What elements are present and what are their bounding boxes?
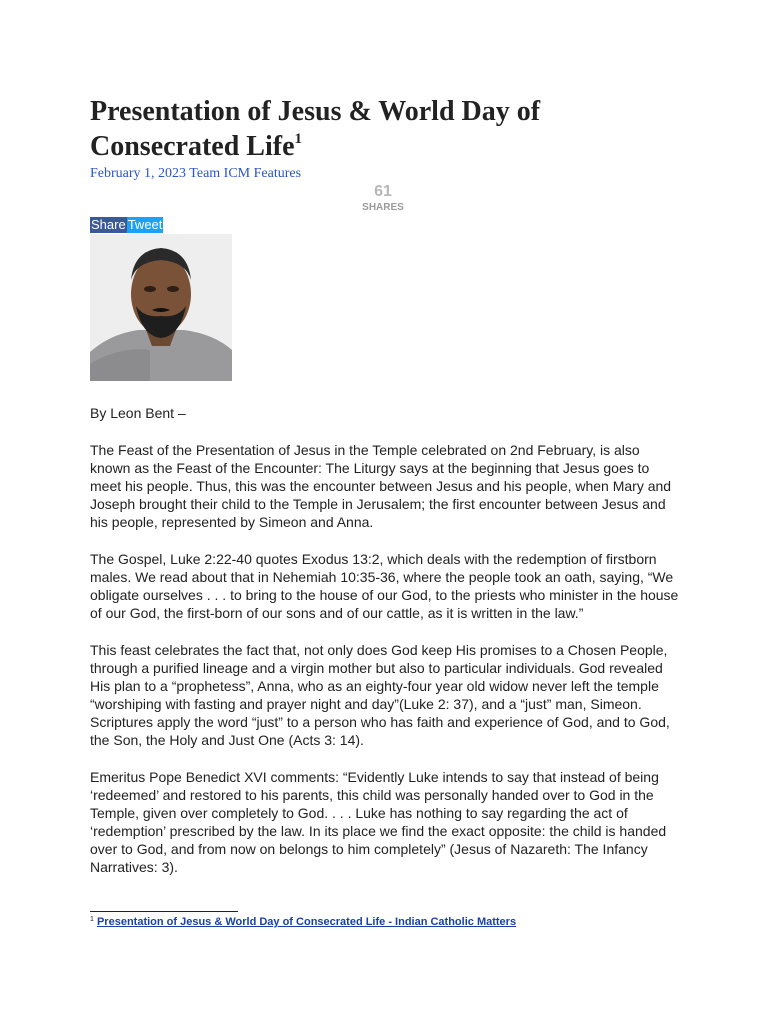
author-photo (90, 234, 232, 381)
share-button[interactable]: Share (91, 217, 126, 232)
byline: By Leon Bent – (90, 405, 186, 421)
article-title-text: Presentation of Jesus & World Day of Consecrated Life (90, 96, 541, 162)
title-footnote-mark[interactable]: 1 (294, 131, 303, 147)
footnote-mark: 1 (90, 916, 94, 923)
article-meta[interactable]: February 1, 2023 Team ICM Features (90, 166, 302, 181)
article-paragraph: The Gospel, Luke 2:22-40 quotes Exodus 13:2, which deals with the redemption of firstborn males. We read about that in Nehemiah 10:35-36, where the people took an oath, saying, “We obligate ourselves . . . to bring to the house of our God, to the priests who minister in the house of our God, the first-born of our sons and of our cattle, as it is written in the law.” (90, 551, 679, 621)
share-count-label: SHARES (362, 202, 404, 213)
tweet-button[interactable]: Tweet (127, 217, 163, 232)
footnote (90, 915, 516, 930)
article-paragraph: The Feast of the Presentation of Jesus in the Temple celebrated on 2nd February, is also known as the Feast of the Encounter: The Liturgy says at the beginning that Jesus goes to meet his people. Thus, this was the encounter between Jesus and his people, when Mary and Joseph brought their child to the Temple in Jerusalem; the first encounter between Jesus and his people, represented by Simeon and Anna. (90, 442, 672, 530)
author-portrait-image (90, 234, 232, 381)
footnote-link[interactable]: Presentation of Jesus & World Day of Consecrated Life - Indian Catholic Matters (96, 916, 517, 928)
article-paragraph: This feast celebrates the fact that, not only does God keep His promises to a Chosen People, through a purified lineage and a virgin mother but also to particular individuals. God revealed His plan to a “prophetess”, Anna, who as an eighty-four year old widow never left the temple “worshiping with fasting and prayer night and day”(Luke 2: 37), and a “just” man, Simeon. Scriptures apply the word “just” to a person who has faith and experience of God, and to God, the Son, the Holy and Just One (Acts 3: 14). (90, 642, 670, 748)
share-counter (348, 182, 418, 214)
share-count: 61 (374, 183, 392, 200)
footnote-divider (90, 911, 238, 912)
article-paragraph: Emeritus Pope Benedict XVI comments: “Evidently Luke intends to say that instead of being ‘redeemed’ and restored to his parents, this child was personally handed over to God in the Temple, given over completely to God. . . . Luke has nothing to say regarding the act of ‘redemption’ prescribed by the law. In its place we find the exact opposite: the child is handed over to God, and from now on belongs to him completely” (Jesus of Nazareth: The Infancy Narratives: 3). (90, 769, 667, 875)
social-share-buttons (90, 217, 163, 233)
article-title (90, 94, 650, 164)
article-body (90, 404, 680, 895)
